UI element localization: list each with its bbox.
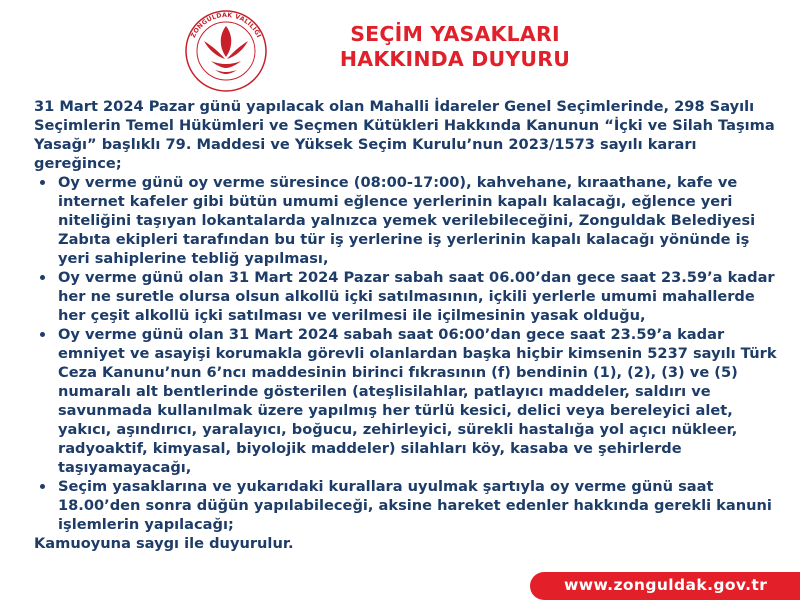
- prohibitions-list: [28, 173, 778, 534]
- list-item-text: Oy verme günü olan 31 Mart 2024 Pazar sabah saat 06.00’dan gece saat 23.59’a kadar her ne suretle olursa olsun alkollü içki satılmasının, içkili yerlerle umumi mahallerde her çeşit alkollü içki satılması ve verilmesi ile içilmesinin yasak olduğu,: [58, 269, 775, 324]
- bullet-icon: [40, 275, 45, 280]
- list-item-text: Oy verme günü olan 31 Mart 2024 sabah saat 06:00’dan gece saat 23.59’a kadar emniyet ve asayişi korumakla görevli olanlardan başka hiçbir kimsenin 5237 sayılı Türk Ceza Kanunu’nun 6’ncı maddesinin birinci fıkrasının (f) bendinin (1), (2), (3) ve (5) numaralı alt bentlerinde gösterilen (ateşlisilahlar, patlayıcı maddeler, saldırı ve savunmada kullanılmak üzere yapılmış her türlü kesici, delici veya bereleyici alet, yakıcı, aşındırıcı, yaralayıcı, boğucu, zehirleyici, sürekli hastalığa yol açıcı nükleer, radyoaktif, kimyasal, biyolojik maddeler) silahları köy, kasaba ve şehirlerde taşıyamayacağı,: [58, 326, 777, 476]
- list-item-text: Oy verme günü oy verme süresince (08:00-17:00), kahvehane, kıraathane, kafe ve internet kafeler gibi bütün umumi eğlence yerlerinin kapalı kalacağı, eğlence yeri niteliğini taşıyan lokantalarda yalnızca yemek verilebileceğini, Zonguldak Belediyesi Zabıta ekipleri tarafından bu tür iş yerlerine iş yerlerinin kapalı kalacağı yönünde iş yeri sahiplerine tebliğ yapılması,: [58, 174, 756, 267]
- svg-text:ZONGULDAK VALİLİĞİ: ZONGULDAK VALİLİĞİ: [189, 11, 263, 40]
- list-item: [28, 173, 778, 268]
- title-line-1: SEÇİM YASAKLARI: [350, 22, 560, 46]
- announcement-title: [290, 22, 620, 72]
- website-link[interactable]: www.zonguldak.gov.tr: [564, 576, 768, 594]
- list-item: [28, 477, 778, 534]
- list-item: [28, 325, 778, 477]
- footer-banner: [530, 572, 800, 600]
- bullet-icon: [40, 180, 45, 185]
- list-item-text: Seçim yasaklarına ve yukarıdaki kurallara uyulmak şartıyla oy verme günü saat 18.00’den sonra düğün yapılabileceği, aksine hareket edenler hakkında gerekli kanuni işlemlerin yapılacağı;: [58, 478, 772, 533]
- list-item: [28, 268, 778, 325]
- bullet-icon: [40, 332, 45, 337]
- title-line-2: HAKKINDA DUYURU: [339, 47, 571, 71]
- closing-line: Kamuoyuna saygı ile duyurulur.: [34, 535, 294, 552]
- announcement-body: [28, 97, 778, 553]
- intro-paragraph: 31 Mart 2024 Pazar günü yapılacak olan Mahalli İdareler Genel Seçimlerinde, 298 Sayılı Seçimlerin Temel Hükümleri ve Seçmen Kütükleri Hakkında Kanunun “İçki ve Silah Taşıma Yasağı” başlıklı 79. Maddesi ve Yüksek Seçim Kurulu’nun 2023/1573 sayılı kararı gereğince;: [34, 98, 775, 172]
- bullet-icon: [40, 484, 45, 489]
- governorship-emblem: [178, 5, 274, 93]
